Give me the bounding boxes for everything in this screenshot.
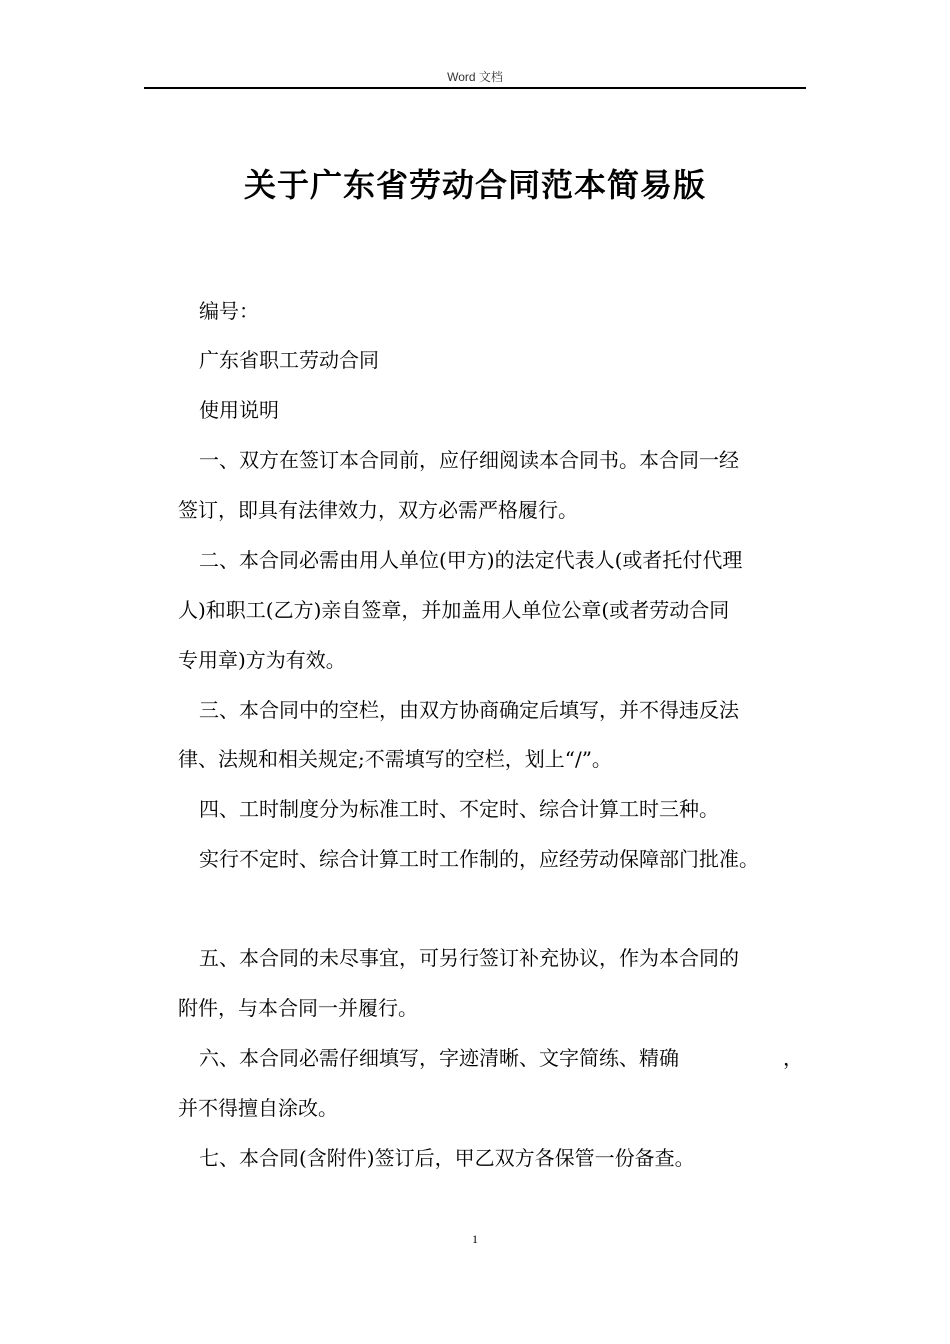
line-item-3a: 三、本合同中的空栏，由双方协商确定后填写，并不得违反法	[199, 698, 739, 722]
page-number: 1	[472, 1232, 478, 1246]
line-serial-number: 编号：	[199, 299, 259, 323]
line-item-3b: 律、法规和相关规定;不需填写的空栏，划上“/”。	[178, 747, 612, 771]
line-contract-name: 广东省职工劳动合同	[199, 348, 379, 372]
document-title: 关于广东省劳动合同范本简易版	[243, 166, 706, 204]
line-item-2b: 人)和职工(乙方)亲自签章，并加盖用人单位公章(或者劳动合同	[178, 598, 730, 622]
line-item-6-comma: ，	[783, 1046, 803, 1070]
line-item-1a: 一、双方在签订本合同前，应仔细阅读本合同书。本合同一经	[199, 448, 739, 472]
line-item-4b: 实行不定时、综合计算工时工作制的，应经劳动保障部门批准。	[199, 847, 759, 871]
line-item-7: 七、本合同(含附件)签订后，甲乙双方各保管一份备查。	[199, 1146, 695, 1170]
line-item-5b: 附件，与本合同一并履行。	[178, 996, 418, 1020]
line-item-2c: 专用章)方为有效。	[178, 648, 346, 672]
line-item-6b: 并不得擅自涂改。	[178, 1096, 338, 1120]
line-usage-heading: 使用说明	[199, 398, 279, 422]
line-item-6a: 六、本合同必需仔细填写，字迹清晰、文字简练、精确	[199, 1046, 679, 1070]
line-item-2a: 二、本合同必需由用人单位(甲方)的法定代表人(或者托付代理	[199, 548, 743, 572]
line-item-1b: 签订，即具有法律效力，双方必需严格履行。	[178, 498, 578, 522]
header-divider	[144, 87, 806, 89]
page-header: Word 文档	[447, 70, 503, 84]
line-item-4a: 四、工时制度分为标准工时、不定时、综合计算工时三种。	[199, 797, 719, 821]
line-item-5a: 五、本合同的未尽事宜，可另行签订补充协议，作为本合同的	[199, 946, 739, 970]
